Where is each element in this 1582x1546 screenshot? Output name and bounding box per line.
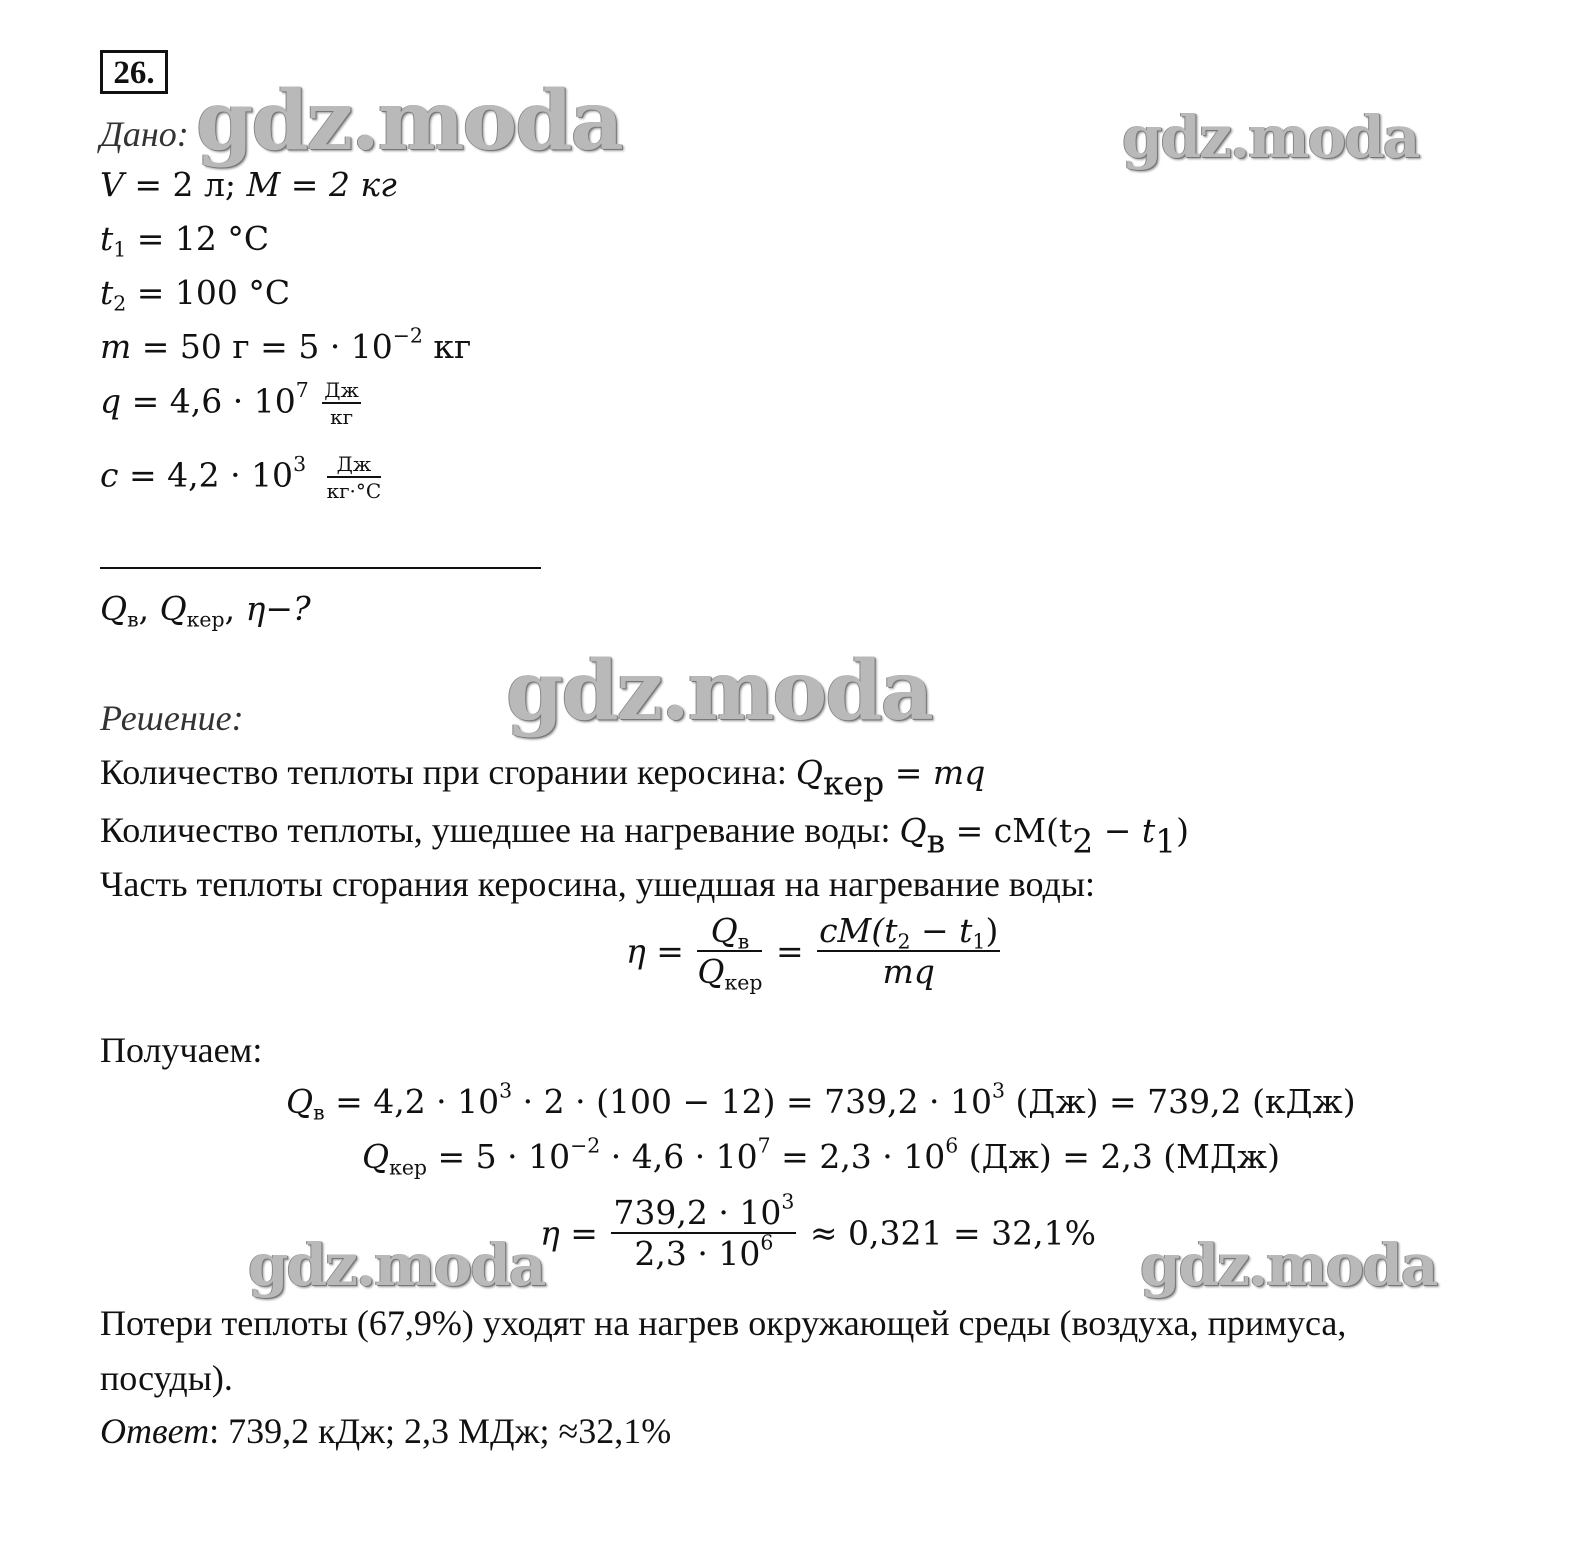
given-c-unit: $\frac{Дж}{кг\cdot^\circ C}$: [326, 452, 382, 503]
given-q-unit: $\frac{Дж}{кг}$: [324, 378, 359, 429]
eta-fraction-2: $\frac{cM(t_2 - t_1)}{mq}$: [819, 911, 999, 991]
solution-line-1: Количество теплоты при сгорании керосина: $Q_{кер}$ = mq: [100, 752, 986, 803]
given-divider: [100, 567, 541, 569]
solution-label: Решение:: [100, 698, 244, 738]
answer-line: Ответ: 739,2 кДж; 2,3 МДж; ≈32,1%: [100, 1411, 672, 1451]
qker-calculation: $Q_{кер} = 5 \cdot 10^{-2} \cdot 4,6 \cdot 10^7 = 2,3 \cdot 10^6$ (Дж) = 2,3 (МДж): [362, 1133, 1281, 1180]
eta-calc-fraction: $\frac{739,2 \cdot 10^3}{2,3 \cdot 10^6}$: [613, 1189, 795, 1273]
watermark-4: gdz.moda: [248, 1231, 545, 1299]
watermark-3: gdz.moda: [506, 643, 932, 739]
eta-calculation: η = $\frac{739,2 \cdot 10^3}{2,3 \cdot 10^6}$ ≈ 0,321 = 32,1%: [540, 1189, 1096, 1273]
problem-number: 26.: [100, 50, 168, 94]
eta-fraction-1: $\frac{Q_в}{Q_{кер}}$: [697, 911, 763, 995]
qv-calculation: $Q_в = 4,2 \cdot 10^3 \cdot 2 \cdot (100 - 12) = 739,2 \cdot 10^3$ (Дж) = 739,2 (кДж): [286, 1078, 1356, 1125]
solution-line-3: Часть теплоты сгорания керосина, ушедшая на нагревание воды:: [100, 864, 1096, 904]
watermark-5: gdz.moda: [1140, 1231, 1437, 1299]
watermark-1: gdz.moda: [196, 73, 622, 169]
given-t1: $t_1 = 12$ °C: [100, 219, 270, 262]
eta-formula: η = $\frac{Q_в}{Q_{кер}}$ = $\frac{cM(t_2 - t_1)}{mq}$: [626, 911, 999, 995]
given-t2: $t_2 = 100$ °C: [100, 273, 291, 316]
given-q: $q = 4,6 \cdot 10^7$ $\frac{Дж}{кг}$: [100, 378, 359, 429]
solution-line-2: Количество теплоты, ушедшее на нагревание воды: $Q_в = cM(t_2 - t_1)$: [100, 810, 1189, 861]
losses-line-1: Потери теплоты (67,9%) уходят на нагрев окружающей среды (воздуха, примуса,: [100, 1303, 1347, 1343]
obtain-label: Получаем:: [100, 1030, 263, 1070]
given-c: $c = 4,2 \cdot 10^3$ $\frac{Дж}{кг\cdot^\circ C}$: [100, 452, 382, 503]
losses-line-2: посуды).: [100, 1358, 233, 1398]
given-m: m = 50 $г = 5 \cdot 10^{-2}$ кг: [100, 323, 472, 366]
given-volume-mass: V = 2 л; M = 2 кг: [100, 165, 397, 204]
watermark-2: gdz.moda: [1122, 103, 1419, 171]
find-line: $Q_в$, $Q_{кер}$, η−?: [100, 589, 311, 632]
given-label: Дано:: [100, 114, 189, 154]
